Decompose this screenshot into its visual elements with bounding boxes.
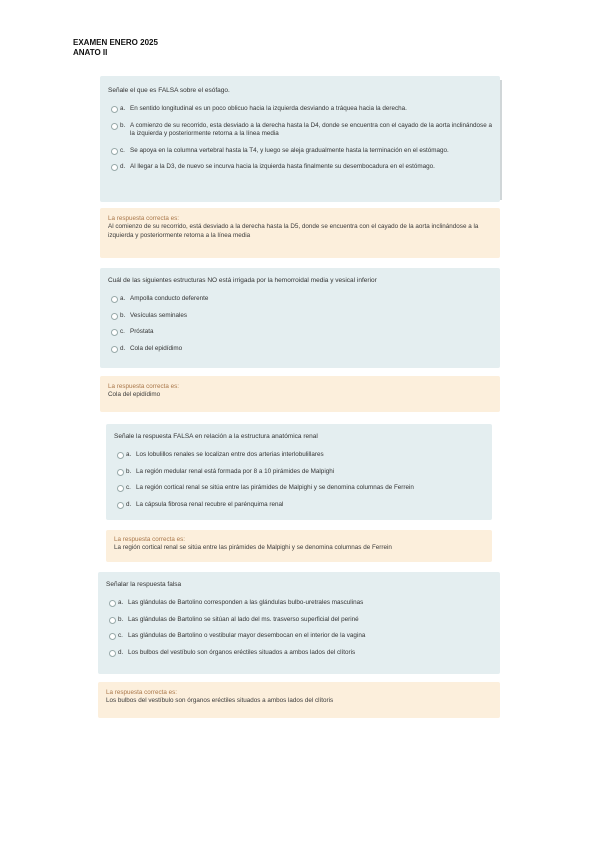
radio-button[interactable] bbox=[111, 123, 118, 130]
option-d[interactable]: d. La cápsula fibrosa renal recubre el parénquima renal bbox=[114, 501, 484, 510]
option-b[interactable]: b. A comienzo de su recorrido, esta desviado a la derecha hasta la D4, donde se encuentra con el cayado de la aorta inclinándose a la izquierda y posteriormente retorna a la línea media bbox=[108, 122, 492, 139]
answer-label: La respuesta correcta es: bbox=[108, 215, 180, 222]
option-text: Vesículas seminales bbox=[130, 311, 188, 319]
radio-button[interactable] bbox=[111, 296, 118, 303]
answer-box-1 bbox=[100, 208, 500, 258]
option-text: Al llegar a la D3, de nuevo se incurva hacia la izquierda hasta finalmente su desembocadura en el estómago. bbox=[130, 163, 435, 170]
radio-button[interactable] bbox=[109, 633, 116, 640]
option-text: La región cortical renal se sitúa entre las pirámides de Malpighi y se denomina columnas de Ferrein bbox=[136, 484, 414, 491]
option-text: Las glándulas de Bartolino corresponden a las glándulas bulbo-uretrales masculinas bbox=[128, 599, 364, 606]
option-text: Las glándulas de Bartolino o vestibular mayor desembocan en el interior de la vagina bbox=[128, 632, 366, 639]
option-a[interactable]: a. Los lobulillos renales se localizan entre dos arterias interlobulillares bbox=[114, 451, 484, 460]
radio-button[interactable] bbox=[109, 650, 116, 657]
option-text: Los lobulillos renales se localizan entre dos arterias interlobulillares bbox=[136, 451, 324, 458]
question-text: Señalar la respuesta falsa bbox=[106, 581, 182, 588]
answer-label: La respuesta correcta es: bbox=[114, 536, 186, 543]
option-a[interactable]: a. Ampolla conducto deferente bbox=[108, 295, 492, 304]
option-c[interactable]: c. Próstata bbox=[108, 328, 492, 337]
answer-label: La respuesta correcta es: bbox=[108, 383, 180, 390]
answer-box-3 bbox=[106, 530, 492, 562]
option-c[interactable]: c. La región cortical renal se sitúa entre las pirámides de Malpighi y se denomina columnas de Ferrein bbox=[114, 484, 484, 493]
option-b[interactable]: b. La región medular renal está formada por 8 a 10 pirámides de Malpighi bbox=[114, 468, 484, 477]
option-a[interactable]: a. Las glándulas de Bartolino corresponden a las glándulas bulbo-uretrales masculinas bbox=[106, 599, 492, 608]
option-d[interactable]: d. Al llegar a la D3, de nuevo se incurva hacia la izquierda hasta finalmente su desembocadura en el estómago. bbox=[108, 163, 492, 172]
radio-button[interactable] bbox=[111, 346, 118, 353]
radio-button[interactable] bbox=[117, 452, 124, 459]
question-text: Cuál de las siguientes estructuras NO está irrigada por la hemorroidal media y vesical inferior bbox=[108, 277, 377, 284]
radio-button[interactable] bbox=[111, 106, 118, 113]
option-text: La cápsula fibrosa renal recubre el parénquima renal bbox=[136, 500, 284, 508]
scroll-rule bbox=[500, 80, 502, 200]
radio-button[interactable] bbox=[109, 600, 116, 607]
radio-button[interactable] bbox=[111, 148, 118, 155]
radio-button[interactable] bbox=[111, 313, 118, 320]
option-text: A comienzo de su recorrido, esta desviado a la derecha hasta la D4, donde se encuentra con el cayado de la aorta inclinándose a la izquierda y posteriormente retorna a la línea media bbox=[130, 121, 492, 137]
question-card-4 bbox=[98, 572, 500, 674]
option-d[interactable]: d. Los bulbos del vestíbulo son órganos eréctiles situados a ambos lados del clítoris bbox=[106, 649, 492, 658]
option-text: En sentido longitudinal es un poco oblicuo hacia la izquierda desviando a tráquea hacia la derecha. bbox=[130, 105, 407, 112]
radio-button[interactable] bbox=[117, 469, 124, 476]
option-text: La región medular renal está formada por 8 a 10 pirámides de Malpighi bbox=[136, 467, 335, 475]
radio-button[interactable] bbox=[117, 502, 124, 509]
option-b[interactable]: b. Vesículas seminales bbox=[108, 312, 492, 321]
question-card-2 bbox=[100, 268, 500, 368]
question-text: Señale el que es FALSA sobre el esófago. bbox=[108, 87, 230, 94]
exam-subtitle: ANATO II bbox=[73, 48, 108, 57]
radio-button[interactable] bbox=[111, 164, 118, 171]
option-text: Las glándulas de Bartolino se sitúan al lado del ms. trasverso superficial del periné bbox=[128, 615, 359, 623]
question-card-3 bbox=[106, 424, 492, 520]
option-text: Los bulbos del vestíbulo son órganos eréctiles situados a ambos lados del clítoris bbox=[128, 648, 356, 656]
answer-text: Al comienzo de su recorrido, está desviado a la derecha hasta la D5, donde se encuentra con el cayado de la aorta inclinándose a la izquierda y posteriormente retorna a la línea media bbox=[108, 223, 479, 239]
radio-button[interactable] bbox=[117, 485, 124, 492]
option-b[interactable]: b. Las glándulas de Bartolino se sitúan al lado del ms. trasverso superficial del periné bbox=[106, 616, 492, 625]
question-text: Señale la respuesta FALSA en relación a la estructura anatómica renal bbox=[114, 433, 318, 440]
option-c[interactable]: c. Se apoya en la columna vertebral hasta la T4, y luego se aleja gradualmente hasta la terminación en el estómago. bbox=[108, 147, 492, 156]
answer-text: Los bulbos del vestíbulo son órganos eréctiles situados a ambos lados del clítoris bbox=[106, 697, 334, 704]
radio-button[interactable] bbox=[109, 617, 116, 624]
option-a[interactable]: a. En sentido longitudinal es un poco oblicuo hacia la izquierda desviando a tráquea hacia la derecha. bbox=[108, 105, 492, 114]
option-text: Se apoya en la columna vertebral hasta la T4, y luego se aleja gradualmente hasta la terminación en el estómago. bbox=[130, 146, 449, 154]
option-c[interactable]: c. Las glándulas de Bartolino o vestibular mayor desembocan en el interior de la vagina bbox=[106, 632, 492, 641]
exam-title: EXAMEN ENERO 2025 bbox=[73, 38, 158, 47]
radio-button[interactable] bbox=[111, 329, 118, 336]
option-d[interactable]: d. Cola del epidídimo bbox=[108, 345, 492, 354]
answer-box-4 bbox=[98, 682, 500, 718]
answer-text: Cola del epidídimo bbox=[108, 391, 161, 398]
option-text: Cola del epidídimo bbox=[130, 344, 183, 352]
answer-box-2 bbox=[100, 376, 500, 412]
answer-text: La región cortical renal se sitúa entre las pirámides de Malpighi y se denomina columnas de Ferrein bbox=[114, 544, 392, 551]
exam-header bbox=[73, 38, 158, 58]
answer-label: La respuesta correcta es: bbox=[106, 689, 178, 696]
option-text: Próstata bbox=[130, 328, 154, 335]
option-text: Ampolla conducto deferente bbox=[130, 295, 209, 302]
question-card-1 bbox=[100, 76, 500, 202]
